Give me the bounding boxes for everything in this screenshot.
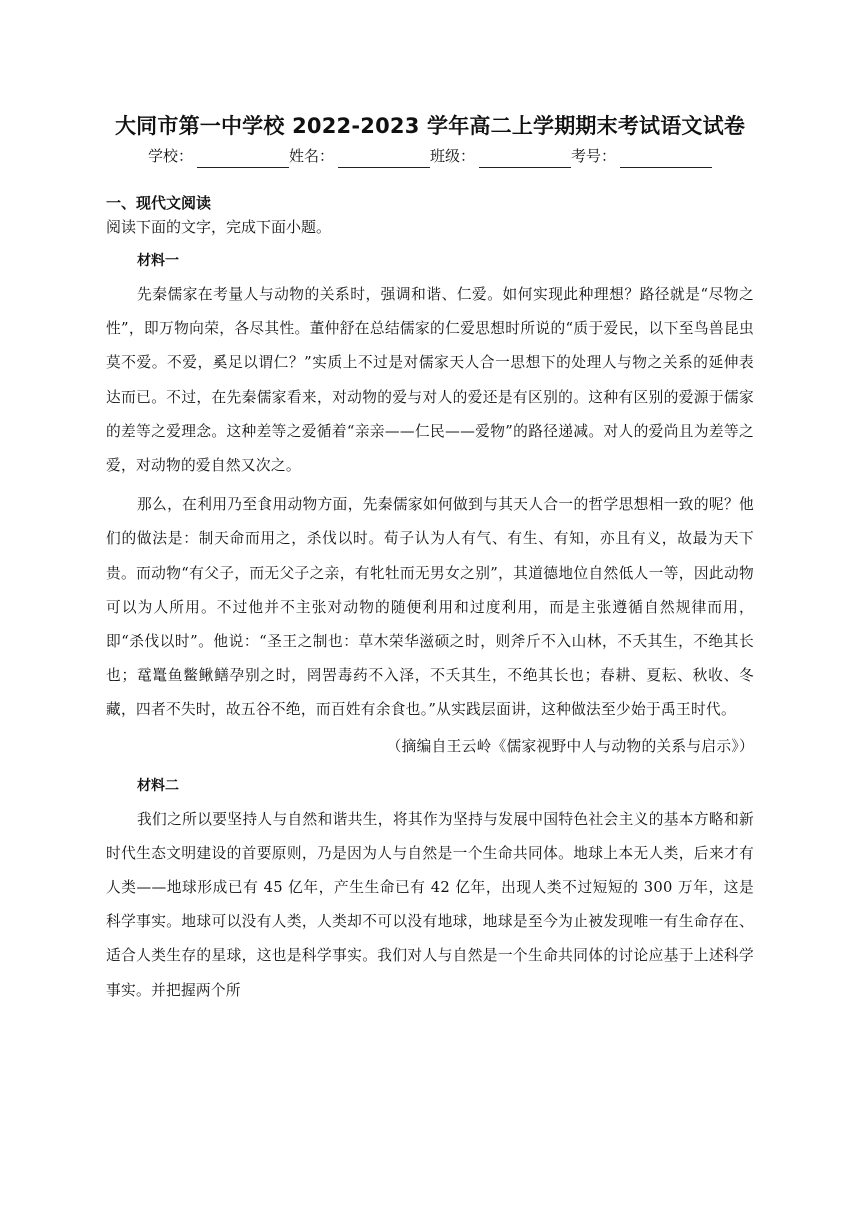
- school-blank: [197, 150, 289, 168]
- school-label: 学校：: [147, 147, 193, 165]
- class-label: 班级：: [430, 147, 476, 165]
- material-1-paragraph: 那么，在利用乃至食用动物方面，先秦儒家如何做到与其天人合一的哲学思想相一致的呢？他们的做法是：制天命而用之，杀伐以时。荀子认为人有气、有生、有知，亦且有义，故最为天下贵。而动物“有父子，而无父子之亲，有牝牡而无男女之别”，其道德地位自然低人一等，因此动物可以为人所用。不过他并不主张对动物的随便利用和过度利用，而是主张遵循自然规律而用，即“杀伐以时”。他说：“圣王之制也：草木荣华滋硕之时，则斧斤不入山林，不夭其生，不绝其长也；鼋鼍鱼鳖鳅鳝孕别之时，罔罟毒药不入泽，不夭其生，不绝其长也；春耕、夏耘、秋收、冬藏，四者不失时，故五谷不绝，而百姓有余食也。”从实践层面讲，这种做法至少始于禹王时代。: [106, 496, 754, 719]
- material-2-paragraph: 我们之所以要坚持人与自然和谐共生，将其作为坚持与发展中国特色社会主义的基本方略和新时代生态文明建设的首要原则，乃是因为人与自然是一个生命共同体。地球上本无人类，后来才有人类——地球形成已有 45 亿年，产生生命已有 42 亿年，出现人类不过短短的 300 万年，这是科学事实。地球可以没有人类，人类却不可以没有地球，地球是至今为止被发现唯一有生命存在、适合人类生存的星球，这也是科学事实。我们对人与自然是一个生命共同体的讨论应基于上述科学事实。并把握两个所: [106, 810, 754, 999]
- school-field: [148, 144, 289, 168]
- name-blank: [338, 150, 430, 168]
- exam-title: 大同市第一中学校 2022-2023 学年高二上学期期末考试语文试卷: [114, 114, 746, 138]
- class-field: [430, 144, 571, 168]
- material-2-label: 材料二: [137, 777, 179, 794]
- material-1-label: 材料一: [137, 253, 179, 269]
- reading-instruction: 阅读下面的文字，完成下面小题。: [106, 218, 332, 236]
- material-1-source: （摘编自王云岭《儒家视野中人与动物的关系与启示》）: [386, 737, 754, 755]
- exam-number-field: [571, 144, 712, 168]
- name-label: 姓名：: [288, 147, 334, 165]
- name-field: [289, 144, 430, 168]
- document-page: [106, 0, 754, 1008]
- exam-number-blank: [620, 150, 712, 168]
- material-1-paragraph: 先秦儒家在考量人与动物的关系时，强调和谐、仁爱。如何实现此种理想？路径就是“尽物之性”，即万物向荣，各尽其性。董仲舒在总结儒家的仁爱思想时所说的“质于爱民，以下至鸟兽昆虫莫不爱。不爱，奚足以谓仁？”实质上不过是对儒家天人合一思想下的处理人与物之关系的延伸表达而已。不过，在先秦儒家看来，对动物的爱与对人的爱还是有区别的。这种有区别的爱源于儒家的差等之爱理念。这种差等之爱循着“亲亲——仁民——爱物”的路径递减。对人的爱尚且为差等之爱，对动物的爱自然又次之。: [106, 286, 754, 475]
- class-blank: [479, 150, 571, 168]
- exam-number-label: 考号：: [571, 147, 617, 165]
- section-heading: 一、现代文阅读: [106, 194, 212, 212]
- student-info-line: [106, 144, 754, 168]
